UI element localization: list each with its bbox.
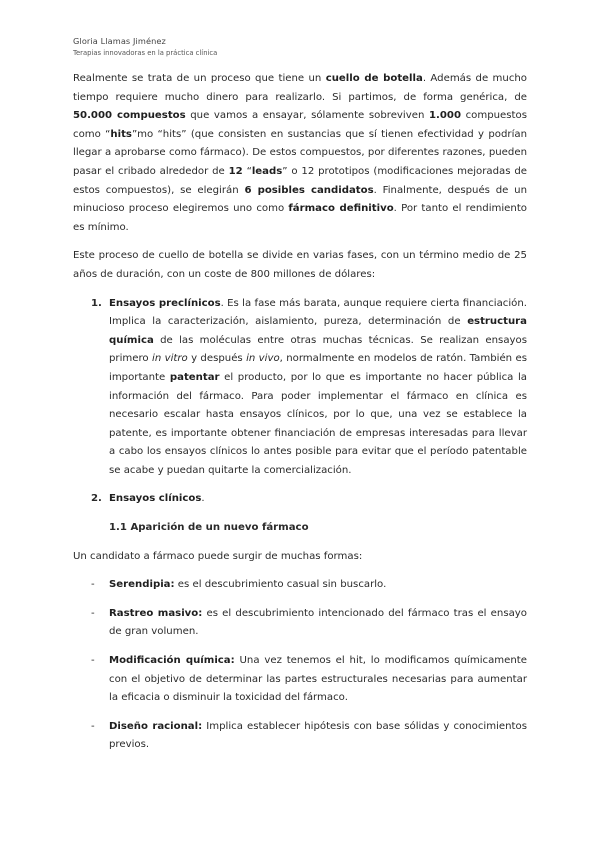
list-item-diseno: - Diseño racional: Implica establecer hipótesis con base sólidas y conocimientos previos. [73, 718, 527, 755]
phases-list [73, 295, 527, 510]
list-item-rastreo: - Rastreo masivo: es el descubrimiento intencionado del fármaco tras el ensayo de gran volumen. [73, 605, 527, 642]
list-marker: - [91, 579, 95, 591]
paragraph-bottleneck: Realmente se trata de un proceso que tiene un cuello de botella. Además de mucho tiempo requiere mucho dinero para realizarlo. Si partimos, de forma genérica, de 50.000 compuestos que vamos a ensayar, sólamente sobreviven 1.000 compuestos como “hits”mo “hits” (que consisten en sustancias que sí tienen efectividad y podrían llegar a aprobarse como fármaco). De estos compuestos, por diferentes razones, pueden pasar el cribado alrededor de 12 “leads” o 12 prototipos (modificaciones mejoradas de estos compuestos), se elegirán 6 posibles candidatos. Finalmente, después de un minucioso proceso elegiremos uno como fármaco definitivo. Por tanto el rendimiento es mínimo. [73, 73, 528, 233]
document-body [73, 70, 527, 755]
paragraph-phases-intro: Este proceso de cuello de botella se divide en varias fases, con un término medio de 25 años de duración, con un coste de 800 millones de dólares: [73, 250, 527, 280]
page-header [73, 36, 217, 57]
methods-list [73, 576, 527, 755]
list-marker: - [91, 607, 95, 619]
course-subject: Terapias innovadoras en la práctica clínica [73, 49, 218, 57]
list-item-serendipia: - Serendipia: es el descubrimiento casual sin buscarlo. [73, 576, 527, 595]
list-item-modificacion: - Modificación química: Una vez tenemos el hit, lo modificamos químicamente con el objetivo de determinar las partes estructurales necesarias para aumentar la eficacia o disminuir la toxicidad del fármaco. [73, 652, 527, 708]
list-marker: - [91, 720, 95, 732]
author-name: Gloria Llamas Jiménez [73, 36, 166, 46]
paragraph-candidate-intro: Un candidato a fármaco puede surgir de muchas formas: [73, 550, 363, 562]
section-subheading: 1.1 Aparición de un nuevo fármaco [109, 522, 309, 534]
list-item-preclinical: 1. Ensayos preclínicos. Es la fase más barata, aunque requiere cierta financiación. Implica la caracterización, aislamiento, pureza, determinación de estructura química de las moléculas entre otras muchas técnicas. Se realizan ensayos primero in vitro y después in vivo, normalmente en modelos de ratón. También es importante patentar el producto, por lo que es importante no hacer pública la información del fármaco. Para poder implementar el fármaco en clínica es necesario escalar hasta ensayos clínicos, por lo que, una vez se establece la patente, es importante obtener financiación de empresas interesadas para llevar a cabo los ensayos clínicos lo antes posible para evitar que el período patentable se acabe y puedan quitarte la comercialización. [73, 295, 527, 481]
list-marker: 1. [91, 297, 102, 309]
list-item-clinical: 2. Ensayos clínicos. [73, 490, 527, 509]
list-marker: 2. [91, 493, 102, 505]
list-marker: - [91, 655, 95, 667]
